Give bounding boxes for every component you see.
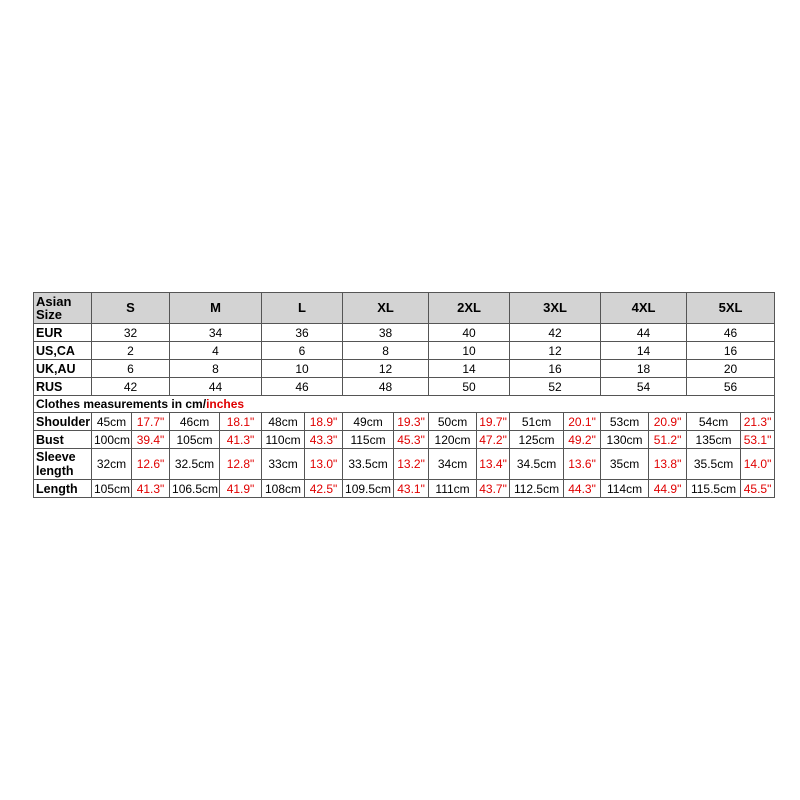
cm-value-cell: 120cm <box>429 431 477 449</box>
measurement-row-bust <box>34 431 775 449</box>
cm-value-cell: 135cm <box>687 431 741 449</box>
size-value-cell: 56 <box>687 378 775 396</box>
inch-value-cell: 19.7" <box>477 413 510 431</box>
inch-value-cell: 18.1" <box>220 413 262 431</box>
size-header-cell: 4XL <box>601 293 687 324</box>
size-header-cell: S <box>92 293 170 324</box>
cm-value-cell: 35.5cm <box>687 449 741 480</box>
size-value-cell: 12 <box>510 342 601 360</box>
size-value-cell: 42 <box>510 324 601 342</box>
inch-value-cell: 44.9" <box>649 480 687 498</box>
inch-value-cell: 41.3" <box>132 480 170 498</box>
size-header-cell: 2XL <box>429 293 510 324</box>
cm-value-cell: 115.5cm <box>687 480 741 498</box>
cm-value-cell: 46cm <box>170 413 220 431</box>
size-value-cell: 40 <box>429 324 510 342</box>
inch-value-cell: 49.2" <box>564 431 601 449</box>
size-value-cell: 42 <box>92 378 170 396</box>
size-value-cell: 32 <box>92 324 170 342</box>
size-value-cell: 52 <box>510 378 601 396</box>
cm-value-cell: 108cm <box>262 480 305 498</box>
inch-value-cell: 43.7" <box>477 480 510 498</box>
size-header-cell: 3XL <box>510 293 601 324</box>
size-value-cell: 14 <box>429 360 510 378</box>
size-value-cell: 44 <box>170 378 262 396</box>
size-value-cell: 8 <box>343 342 429 360</box>
inch-value-cell: 41.9" <box>220 480 262 498</box>
size-value-cell: 10 <box>429 342 510 360</box>
size-header-cell: 5XL <box>687 293 775 324</box>
size-value-cell: 6 <box>262 342 343 360</box>
row-label: RUS <box>34 378 92 396</box>
inch-value-cell: 53.1" <box>741 431 775 449</box>
cm-value-cell: 32.5cm <box>170 449 220 480</box>
inch-value-cell: 45.3" <box>394 431 429 449</box>
row-label: EUR <box>34 324 92 342</box>
size-value-cell: 4 <box>170 342 262 360</box>
size-value-cell: 50 <box>429 378 510 396</box>
row-label: UK,AU <box>34 360 92 378</box>
cm-value-cell: 112.5cm <box>510 480 564 498</box>
cm-value-cell: 49cm <box>343 413 394 431</box>
conversion-row-rus <box>34 378 775 396</box>
inch-value-cell: 18.9" <box>305 413 343 431</box>
inch-value-cell: 17.7" <box>132 413 170 431</box>
cm-value-cell: 130cm <box>601 431 649 449</box>
cm-value-cell: 125cm <box>510 431 564 449</box>
cm-value-cell: 48cm <box>262 413 305 431</box>
inch-value-cell: 19.3" <box>394 413 429 431</box>
cm-value-cell: 35cm <box>601 449 649 480</box>
inch-value-cell: 44.3" <box>564 480 601 498</box>
cm-value-cell: 34cm <box>429 449 477 480</box>
inch-value-cell: 20.9" <box>649 413 687 431</box>
size-value-cell: 20 <box>687 360 775 378</box>
size-value-cell: 46 <box>687 324 775 342</box>
cm-value-cell: 32cm <box>92 449 132 480</box>
size-value-cell: 48 <box>343 378 429 396</box>
cm-value-cell: 115cm <box>343 431 394 449</box>
size-value-cell: 38 <box>343 324 429 342</box>
size-value-cell: 44 <box>601 324 687 342</box>
cm-value-cell: 33.5cm <box>343 449 394 480</box>
inch-value-cell: 13.0" <box>305 449 343 480</box>
conversion-row-us-ca <box>34 342 775 360</box>
cm-value-cell: 45cm <box>92 413 132 431</box>
measurement-title-prefix: Clothes measurements in cm/ <box>36 397 207 411</box>
size-value-cell: 34 <box>170 324 262 342</box>
cm-value-cell: 53cm <box>601 413 649 431</box>
measurement-row-length <box>34 480 775 498</box>
size-chart-table <box>33 292 775 498</box>
inch-value-cell: 42.5" <box>305 480 343 498</box>
cm-value-cell: 100cm <box>92 431 132 449</box>
asian-size-label: Asian Size <box>34 293 92 324</box>
measurement-title-row <box>34 396 775 413</box>
size-header-row <box>34 293 775 324</box>
inch-value-cell: 21.3" <box>741 413 775 431</box>
inch-value-cell: 13.8" <box>649 449 687 480</box>
inch-value-cell: 12.8" <box>220 449 262 480</box>
inch-value-cell: 43.1" <box>394 480 429 498</box>
cm-value-cell: 111cm <box>429 480 477 498</box>
measurement-label: Shoulder <box>34 413 92 431</box>
size-value-cell: 54 <box>601 378 687 396</box>
measurement-label: Length <box>34 480 92 498</box>
size-value-cell: 16 <box>687 342 775 360</box>
cm-value-cell: 110cm <box>262 431 305 449</box>
inch-value-cell: 41.3" <box>220 431 262 449</box>
size-value-cell: 16 <box>510 360 601 378</box>
cm-value-cell: 50cm <box>429 413 477 431</box>
cm-value-cell: 106.5cm <box>170 480 220 498</box>
size-header-cell: L <box>262 293 343 324</box>
measurement-row-sleeve-length <box>34 449 775 480</box>
inch-value-cell: 13.4" <box>477 449 510 480</box>
row-label: US,CA <box>34 342 92 360</box>
size-value-cell: 10 <box>262 360 343 378</box>
inch-value-cell: 12.6" <box>132 449 170 480</box>
inch-value-cell: 51.2" <box>649 431 687 449</box>
size-value-cell: 8 <box>170 360 262 378</box>
size-header-cell: XL <box>343 293 429 324</box>
size-header-cell: M <box>170 293 262 324</box>
inch-value-cell: 13.2" <box>394 449 429 480</box>
size-value-cell: 14 <box>601 342 687 360</box>
conversion-row-uk-au <box>34 360 775 378</box>
cm-value-cell: 109.5cm <box>343 480 394 498</box>
size-value-cell: 12 <box>343 360 429 378</box>
size-value-cell: 46 <box>262 378 343 396</box>
cm-value-cell: 34.5cm <box>510 449 564 480</box>
size-value-cell: 6 <box>92 360 170 378</box>
measurement-row-shoulder <box>34 413 775 431</box>
conversion-row-eur <box>34 324 775 342</box>
size-value-cell: 2 <box>92 342 170 360</box>
inch-value-cell: 47.2" <box>477 431 510 449</box>
inch-value-cell: 13.6" <box>564 449 601 480</box>
measurement-title <box>34 396 775 413</box>
size-value-cell: 36 <box>262 324 343 342</box>
cm-value-cell: 114cm <box>601 480 649 498</box>
measurement-title-inches: inches <box>206 397 245 411</box>
cm-value-cell: 51cm <box>510 413 564 431</box>
cm-value-cell: 33cm <box>262 449 305 480</box>
size-value-cell: 18 <box>601 360 687 378</box>
inch-value-cell: 14.0" <box>741 449 775 480</box>
inch-value-cell: 45.5" <box>741 480 775 498</box>
measurement-label: Bust <box>34 431 92 449</box>
cm-value-cell: 105cm <box>170 431 220 449</box>
inch-value-cell: 43.3" <box>305 431 343 449</box>
cm-value-cell: 54cm <box>687 413 741 431</box>
cm-value-cell: 105cm <box>92 480 132 498</box>
measurement-label: Sleeve length <box>34 449 92 480</box>
inch-value-cell: 39.4" <box>132 431 170 449</box>
inch-value-cell: 20.1" <box>564 413 601 431</box>
